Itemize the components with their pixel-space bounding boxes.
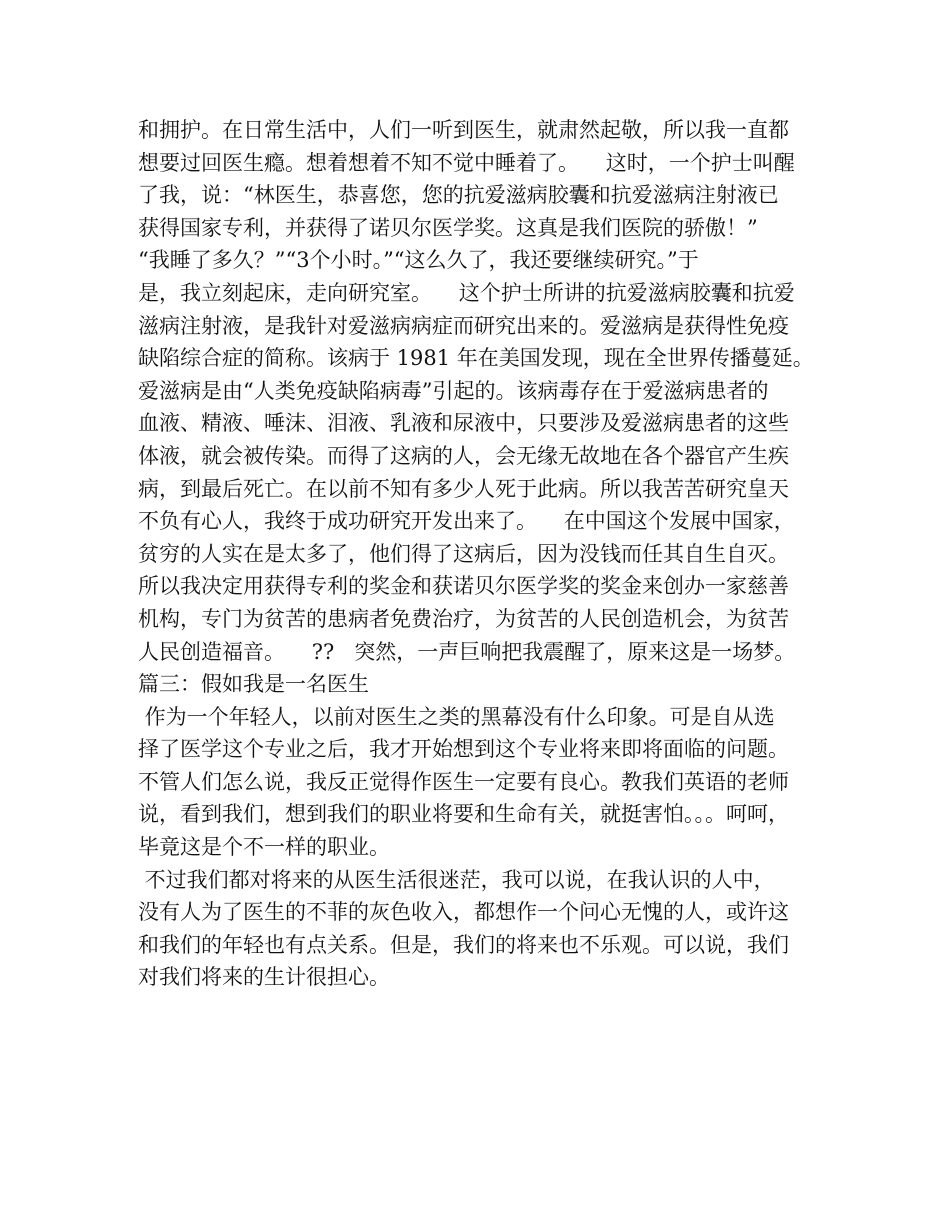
text-line: 说，看到我们，想到我们的职业将要和生命有关，就挺害怕。。。呵呵， — [138, 802, 789, 827]
text-line: “我睡了多久？”“3个小时。”“这么久了，我还要继续研究。”于 — [138, 248, 699, 273]
text-line: 所以我决定用获得专利的奖金和获诺贝尔医学奖的奖金来创办一家慈善 — [138, 574, 789, 599]
text-line: 体液，就会被传染。而得了这病的人，会无缘无故地在各个器官产生疾 — [138, 443, 789, 468]
text-line: 获得国家专利，并获得了诺贝尔医学奖。这真是我们医院的骄傲！” — [138, 215, 758, 240]
text-line: 爱滋病是由“人类免疫缺陷病毒”引起的。该病毒存在于爱滋病患者的 — [138, 378, 769, 403]
text-line: 缺陷综合症的简称。该病于 1981 年在美国发现，现在全世界传播蔓延。 — [138, 346, 814, 371]
text-line: 不过我们都对将来的从医生活很迷茫，我可以说，在我认识的人中， — [138, 867, 775, 892]
text-line: 和我们的年轻也有点关系。但是，我们的将来也不乐观。可以说，我们 — [138, 932, 789, 957]
text-line: 作为一个年轻人，以前对医生之类的黑幕没有什么印象。可是自从选 — [138, 704, 775, 729]
text-line: 对我们将来的生计很担心。 — [138, 965, 390, 990]
section-heading: 篇三：假如我是一名医生 — [138, 672, 369, 697]
body-text — [138, 114, 828, 994]
text-line: 人民创造福音。 ?? 突然，一声巨响把我震醒了，原来这是一场梦。 — [138, 639, 796, 664]
text-line: 机构，专门为贫苦的患病者免费治疗，为贫苦的人民创造机会，为贫苦 — [138, 606, 789, 631]
text-line: 想要过回医生瘾。想着想着不知不觉中睡着了。 这时，一个护士叫醒 — [138, 150, 795, 175]
text-line: 血液、精液、唾沫、泪液、乳液和尿液中，只要涉及爱滋病患者的这些 — [138, 411, 789, 436]
text-line: 了我，说：“林医生，恭喜您，您的抗爱滋病胶囊和抗爱滋病注射液已 — [138, 183, 779, 208]
text-line: 贫穷的人实在是太多了，他们得了这病后，因为没钱而任其自生自灭。 — [138, 541, 789, 566]
text-line: 不负有心人，我终于成功研究开发出来了。 在中国这个发展中国家， — [138, 509, 795, 534]
text-line: 没有人为了医生的不菲的灰色收入，都想作一个问心无愧的人，或许这 — [138, 900, 789, 925]
text-line: 是，我立刻起床，走向研究室。 这个护士所讲的抗爱滋病胶囊和抗爱 — [138, 280, 795, 305]
text-line: 病，到最后死亡。在以前不知有多少人死于此病。所以我苦苦研究皇天 — [138, 476, 789, 501]
text-line: 和拥护。在日常生活中，人们一听到医生，就肃然起敬，所以我一直都 — [138, 118, 789, 142]
text-line: 择了医学这个专业之后，我才开始想到这个专业将来即将面临的问题。 — [138, 737, 789, 762]
text-line: 滋病注射液，是我针对爱滋病病症而研究出来的。爱滋病是获得性免疫 — [138, 313, 789, 338]
text-line: 不管人们怎么说，我反正觉得作医生一定要有良心。教我们英语的老师 — [138, 769, 789, 794]
text-line: 毕竟这是个不一样的职业。 — [138, 835, 390, 860]
